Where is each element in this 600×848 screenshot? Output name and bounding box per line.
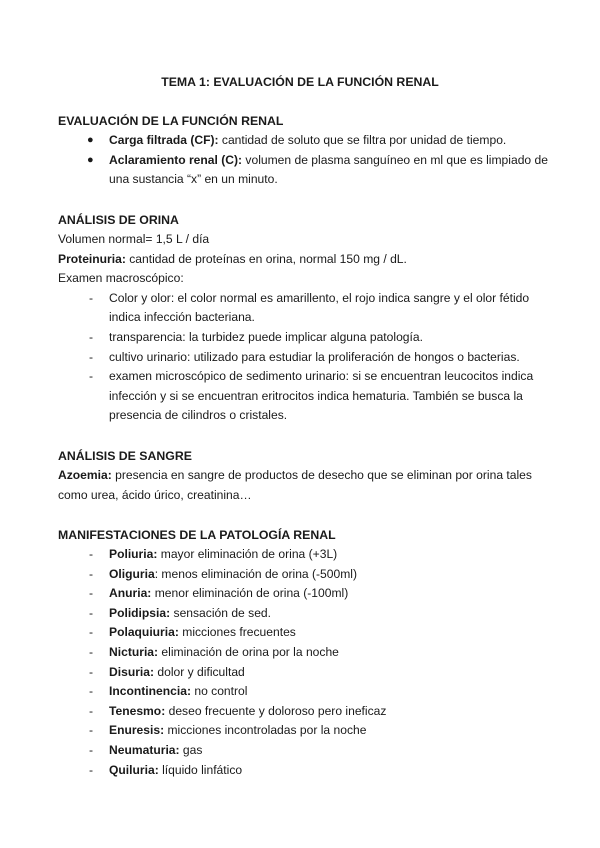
bullet-icon: ● [87,153,94,166]
list-item: - cultivo urinario: utilizado para estudiar la proliferación de hongos o bacterias. [58,348,558,368]
dash-icon: - [89,369,94,384]
list-item: - Incontinencia: no control [58,682,558,702]
term: Azoemia: [58,468,112,482]
list-item: - Oliguria: menos eliminación de orina (-500ml) [58,565,558,585]
azoemia-paragraph [58,466,558,505]
list-item: - Neumaturia: gas [58,741,558,761]
page-title: TEMA 1: EVALUACIÓN DE LA FUNCIÓN RENAL [161,75,439,89]
dash-icon: - [89,762,94,777]
term: Aclaramiento renal (C): [109,152,243,167]
list-item: - Poliuria: mayor eliminación de orina (+3L) [58,545,558,565]
list-item: - Tenesmo: deseo frecuente y doloroso pero ineficaz [58,702,558,722]
section-evaluacion [58,111,558,190]
dash-icon: - [89,625,94,640]
list-item: - Enuresis: micciones incontroladas por la noche [58,721,558,741]
dash-icon: - [89,605,94,620]
list-item [58,151,558,190]
dash-icon: - [89,566,94,581]
dash-icon: - [89,547,94,561]
section-heading: MANIFESTACIONES DE LA PATOLOGÍA RENAL [58,528,336,542]
list-item: - Color y olor: el color normal es amarillento, el rojo indica sangre y el olor fétido indica infección bacteriana. [89,290,530,325]
dash-list [58,289,558,426]
list-item: - transparencia: la turbidez puede implicar alguna patología. [58,328,558,348]
list-item: - Nicturia: eliminación de orina por la noche [58,643,558,663]
list-item: - Anuria: menor eliminación de orina (-100ml) [58,584,558,604]
list-item: - Polaquiuria: micciones frecuentes [58,623,558,643]
dash-icon: - [89,290,94,305]
volume-line: Volumen normal= 1,5 L / día [58,232,210,246]
list-item: - examen microscópico de sedimento urinario: si se encuentran leucocitos indica infección y si se encuentran eritrocitos indica hematuria. También se busca la presencia de cilindros o cristales. [89,369,534,423]
dash-icon: - [89,742,94,757]
dash-icon: - [89,703,94,718]
list-item [58,131,558,151]
definition: volumen de plasma sanguíneo en ml que es limpiado de una sustancia “x” en un minuto. [109,152,548,187]
dash-icon: - [89,723,94,738]
dash-icon: - [89,349,94,364]
list-item: - Polidipsia: sensación de sed. [58,604,558,624]
section-heading: ANÁLISIS DE SANGRE [58,449,192,463]
list-item: - Quiluria: líquido linfático [58,761,558,781]
section-heading: ANÁLISIS DE ORINA [58,213,179,227]
dash-icon: - [89,586,94,601]
proteinuria-line [58,250,558,270]
list-item: - Disuria: dolor y dificultad [58,663,558,683]
section-analisis-orina [58,210,558,426]
section-analisis-sangre [58,446,558,505]
definition: cantidad de proteínas en orina, normal 150 mg / dL. [125,251,407,266]
section-manifestaciones [58,525,558,780]
dash-icon: - [89,684,94,699]
dash-list [58,545,558,780]
macro-label: Examen macroscópico: [58,271,184,286]
term: Proteinuria: [58,251,126,266]
bullet-icon: ● [87,134,94,146]
definition: presencia en sangre de productos de desecho que se eliminan por orina tales como urea, ácido úrico, creatinina… [58,468,532,502]
term: Carga filtrada (CF): [109,133,219,147]
dash-icon: - [89,644,94,659]
section-heading: EVALUACIÓN DE LA FUNCIÓN RENAL [58,114,284,128]
definition: cantidad de soluto que se filtra por unidad de tiempo. [218,133,507,147]
dash-icon: - [89,664,94,679]
dash-icon: - [89,329,94,344]
bullet-list [58,131,558,190]
